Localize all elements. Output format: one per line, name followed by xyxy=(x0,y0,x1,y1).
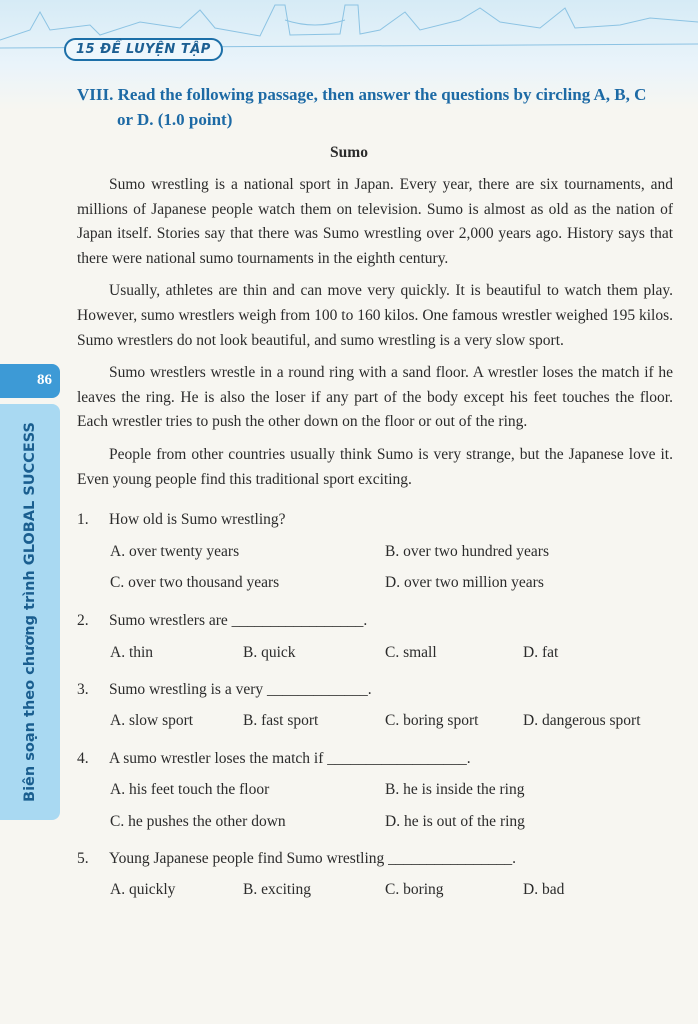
option-d[interactable]: D. fat xyxy=(523,644,559,661)
reading-passage xyxy=(77,173,673,500)
option-d[interactable]: D. he is out of the ring xyxy=(385,813,525,830)
series-label: Biên soạn theo chương trình GLOBAL SUCCESS xyxy=(22,422,38,802)
question-stem: Sumo wrestling is a very _____________. xyxy=(109,681,372,698)
option-a[interactable]: A. thin xyxy=(110,644,154,661)
option-b[interactable]: B. over two hundred years xyxy=(385,543,549,560)
question-stem: How old is Sumo wrestling? xyxy=(109,511,286,528)
option-c[interactable]: C. boring xyxy=(385,881,444,898)
page-number: 86 xyxy=(0,364,60,398)
option-c[interactable]: C. boring sport xyxy=(385,712,479,729)
option-c[interactable]: C. over two thousand years xyxy=(110,574,280,591)
section-badge: 15 ĐỀ LUYỆN TẬP xyxy=(64,38,223,61)
task-instruction xyxy=(77,82,677,132)
question-number: 5. xyxy=(77,850,89,867)
question-stem: Young Japanese people find Sumo wrestling ________________. xyxy=(109,850,516,867)
question-stem: Sumo wrestlers are _________________. xyxy=(109,612,368,629)
question-number: 4. xyxy=(77,750,89,767)
option-b[interactable]: B. exciting xyxy=(243,881,312,898)
option-a[interactable]: A. quickly xyxy=(110,881,176,898)
option-d[interactable]: D. over two million years xyxy=(385,574,544,591)
passage-title: Sumo xyxy=(330,144,368,161)
option-c[interactable]: C. small xyxy=(385,644,437,661)
option-a[interactable]: A. his feet touch the floor xyxy=(110,781,270,798)
passage-paragraph: Sumo wrestling is a national sport in Japan. Every year, there are six tournaments, and millions of Japanese people watch them on television. Sumo is almost as old as the nation of Japan itself. Stories say that there was Sumo wrestling over 2,000 years ago. History says that there were national sumo tournaments in the eighth century. xyxy=(77,176,673,267)
passage-paragraph: People from other countries usually think Sumo is very strange, but the Japanese love it. Even young people find this traditional sport exciting. xyxy=(77,445,673,488)
passage-paragraph: Usually, athletes are thin and can move very quickly. It is beautiful to watch them play. However, sumo wrestlers weigh from 100 to 160 kilos. One famous wrestler weighed 195 kilos. Sumo wrestlers do not look beautiful, and sumo wrestling is a very slow sport. xyxy=(77,282,673,349)
question-number: 1. xyxy=(77,511,89,528)
option-c[interactable]: C. he pushes the other down xyxy=(110,813,286,830)
option-b[interactable]: B. quick xyxy=(243,644,296,661)
question-stem: A sumo wrestler loses the match if __________________. xyxy=(109,750,471,767)
option-a[interactable]: A. over twenty years xyxy=(110,543,240,560)
task-line-1: VIII. Read the following passage, then answer the questions by circling A, B, C xyxy=(77,85,647,104)
option-a[interactable]: A. slow sport xyxy=(110,712,194,729)
side-strip xyxy=(0,404,60,820)
task-line-2: or D. (1.0 point) xyxy=(117,110,233,129)
question-number: 3. xyxy=(77,681,89,698)
option-b[interactable]: B. he is inside the ring xyxy=(385,781,525,798)
question-number: 2. xyxy=(77,612,89,629)
passage-paragraph: Sumo wrestlers wrestle in a round ring with a sand floor. A wrestler loses the match if he leaves the ring. He is also the loser if any part of the body except his feet touches the floor. Each wrestler tries to push the other down on the floor or out of the ring. xyxy=(77,364,673,431)
option-d[interactable]: D. dangerous sport xyxy=(523,712,641,729)
option-b[interactable]: B. fast sport xyxy=(243,712,319,729)
option-d[interactable]: D. bad xyxy=(523,881,565,898)
